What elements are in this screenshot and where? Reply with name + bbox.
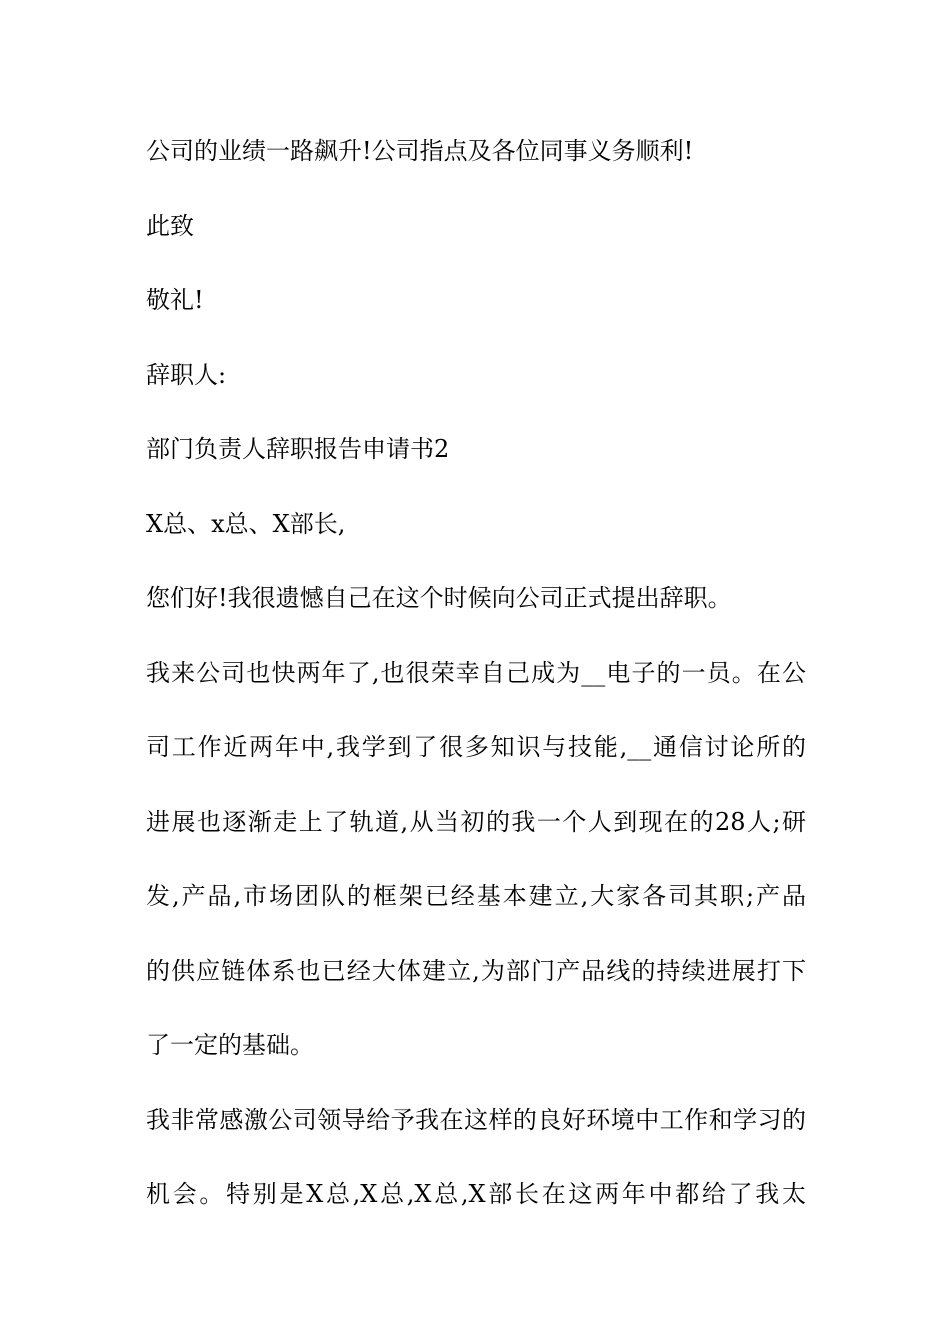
paragraph-2-line-2: 机会。特别是X总,X总,X总,X部长在这两年中都给了我太 — [146, 1180, 806, 1208]
paragraph-1-line-6: 了一定的基础。 — [146, 1031, 314, 1059]
recipient-line: X总、x总、X部长, — [146, 509, 346, 538]
salutation-jingli: 敬礼! — [146, 286, 204, 314]
resigner-label: 辞职人: — [146, 360, 227, 389]
salutation-cizhi: 此致 — [146, 211, 194, 240]
paragraph-1-line-5: 的供应链体系也已经大体建立,为部门产品线的持续进展打下 — [146, 956, 806, 985]
greeting-line: 您们好!我很遗憾自己在这个时候向公司正式提出辞职。 — [146, 584, 732, 612]
section-title: 部门负责人辞职报告申请书2 — [146, 435, 450, 463]
paragraph-2-line-1: 我非常感激公司领导给予我在这样的良好环境中工作和学习的 — [146, 1105, 806, 1134]
letter-body — [146, 131, 806, 1249]
paragraph-1-line-4: 发,产品,市场团队的框架已经基本建立,大家各司其职;产品 — [146, 882, 806, 910]
paragraph-1-line-3: 进展也逐渐走上了轨道,从当初的我一个人到现在的28人;研 — [146, 807, 806, 836]
paragraph-1-line-2: 司工作近两年中,我学到了很多知识与技能,__通信讨论所的 — [146, 733, 806, 761]
paragraph-1-line-1: 我来公司也快两年了,也很荣幸自己成为__电子的一员。在公 — [146, 658, 806, 687]
closing-wish-line: 公司的业绩一路飙升!公司指点及各位同事义务顺利! — [146, 137, 694, 165]
